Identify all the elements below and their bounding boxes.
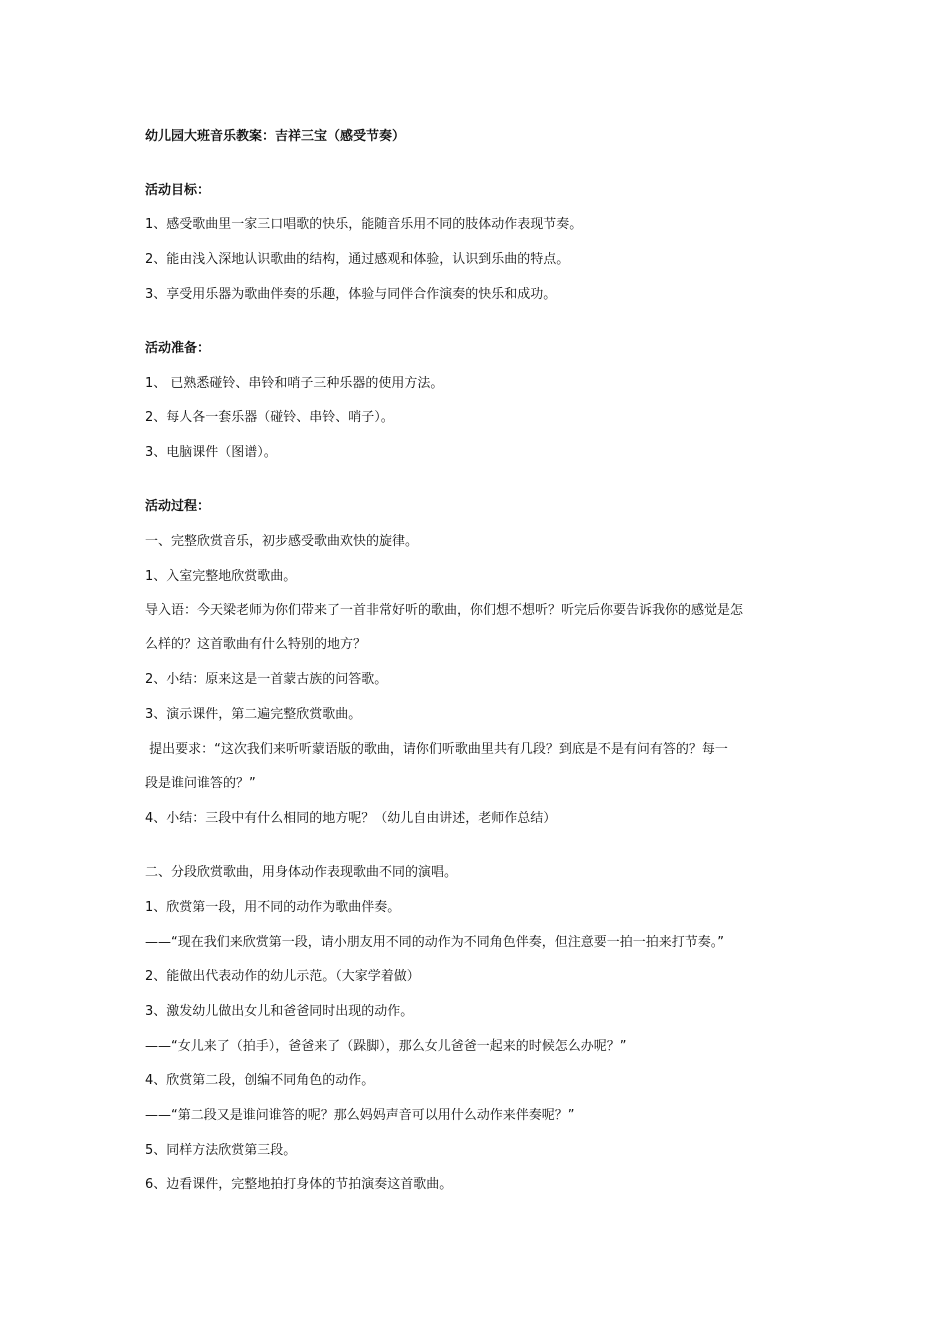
preparation-item-2: 2、每人各一套乐器（碰铃、串铃、哨子）。 <box>145 410 394 425</box>
process-heading: 活动过程： <box>145 499 211 514</box>
preparation-item-1: 1、 已熟悉碰铃、串铃和哨子三种乐器的使用方法。 <box>145 376 444 391</box>
part2-quote2: ——“女儿来了（拍手），爸爸来了（跺脚），那么女儿爸爸一起来的时候怎么办呢？” <box>145 1039 627 1054</box>
preparation-item-3: 3、电脑课件（图谱）。 <box>145 445 277 460</box>
part1-step4: 4、小结：三段中有什么相同的地方呢？（幼儿自由讲述，老师作总结） <box>145 811 557 826</box>
part2-step4: 4、欣赏第二段，创编不同角色的动作。 <box>145 1073 375 1088</box>
goal-item-1: 1、感受歌曲里一家三口唱歌的快乐，能随音乐用不同的肢体动作表现节奏。 <box>145 217 583 232</box>
part2-step3: 3、激发幼儿做出女儿和爸爸同时出现的动作。 <box>145 1004 414 1019</box>
part1-step3: 3、演示课件，第二遍完整欣赏歌曲。 <box>145 707 362 722</box>
part2-step6: 6、边看课件，完整地拍打身体的节拍演奏这首歌曲。 <box>145 1177 453 1192</box>
part1-step1: 1、入室完整地欣赏歌曲。 <box>145 569 297 584</box>
goals-heading: 活动目标： <box>145 183 211 198</box>
part2-quote3: ——“第二段又是谁问谁答的呢？那么妈妈声音可以用什么动作来伴奏呢？” <box>145 1108 575 1123</box>
part1-request-line1: 提出要求：“这次我们来听听蒙语版的歌曲，请你们听歌曲里共有几段？到底是不是有问有答的？每一 <box>145 742 728 757</box>
part1-request-line2: 段是谁问谁答的？” <box>145 776 256 791</box>
part2-step5: 5、同样方法欣赏第三段。 <box>145 1143 297 1158</box>
part2-step2: 2、能做出代表动作的幼儿示范。（大家学着做） <box>145 969 420 984</box>
document-title: 幼儿园大班音乐教案：吉祥三宝（感受节奏） <box>145 129 406 144</box>
part1-intro-line2: 么样的？这首歌曲有什么特别的地方？ <box>145 637 367 652</box>
part1-step2: 2、小结：原来这是一首蒙古族的问答歌。 <box>145 672 388 687</box>
part1-title: 一、完整欣赏音乐，初步感受歌曲欢快的旋律。 <box>145 534 419 549</box>
goal-item-2: 2、能由浅入深地认识歌曲的结构，通过感观和体验，认识到乐曲的特点。 <box>145 252 570 267</box>
preparation-heading: 活动准备： <box>145 341 211 356</box>
goal-item-3: 3、享受用乐器为歌曲伴奏的乐趣，体验与同伴合作演奏的快乐和成功。 <box>145 287 557 302</box>
part1-intro-line1: 导入语：今天梁老师为你们带来了一首非常好听的歌曲，你们想不想听？听完后你要告诉我你的感觉是怎 <box>145 603 744 618</box>
part2-step1: 1、欣赏第一段，用不同的动作为歌曲伴奏。 <box>145 900 401 915</box>
part2-quote1: ——“现在我们来欣赏第一段，请小朋友用不同的动作为不同角色伴奏，但注意要一拍一拍来打节奏。” <box>145 935 724 950</box>
part2-title: 二、分段欣赏歌曲，用身体动作表现歌曲不同的演唱。 <box>145 865 458 880</box>
